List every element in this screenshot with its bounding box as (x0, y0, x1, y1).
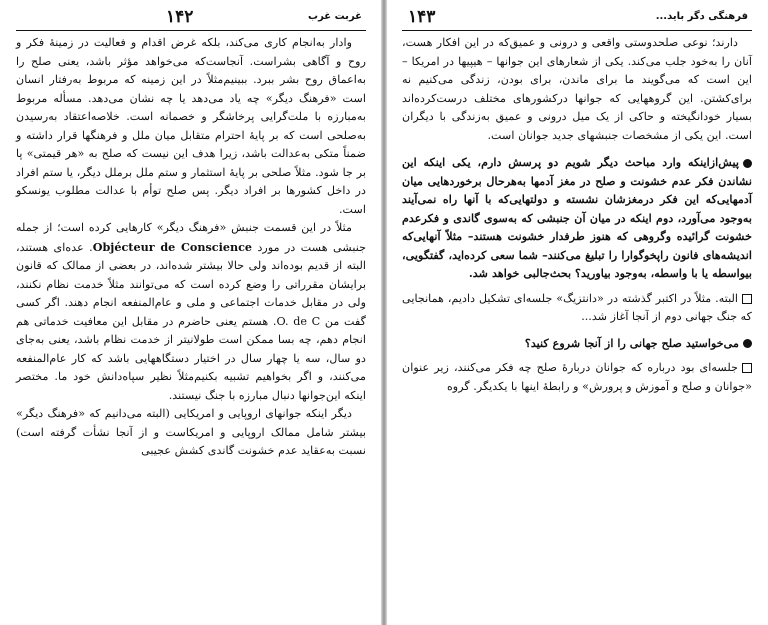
left-page-number: ۱۴۲ (166, 7, 194, 27)
question-text: پیش‌ازاینکه وارد مباحث دیگر شویم دو پرسش دارم، یکی اینکه این نشاندن فکر عدم خشونت و صلح در مغز آدمها به‌هرحال برخوردهایی میان آدمهایی‌که این فکر درمغزشان نشسته و دولتهایی‌که با آنها راه نمی‌آیند به‌وجود می‌آورد، دوم اینکه در میان آن جنبشی که به‌سوی گاندی و فکرعدم خشونت گرائیده وگروهی که هنوز طرفدار خشونت هستند– مثلاً آنهایی‌که اندیشه‌های فانون راپخوگوارا را تبلیغ می‌کنند– شما سعی کرده‌اید، گفتگویی، بیواسطه یا با واسطه، به‌وجود بیاورید؟ بحث‌جالبی خواهد شد. (402, 155, 752, 280)
right-running-title: فرهنگی دگر باید... (655, 11, 748, 22)
right-page (384, 0, 768, 625)
left-paragraph-1: وادار به‌انجام کاری می‌کند، بلکه غرض اقدام و فعالیت در زمینهٔ فکر و روح و آگاهی بشراست. آنجاست‌که می‌خواهد مؤثر باشد، یعنی صلح را به‌اعماق روح بشر ببرد. ببینیم‌مثلاً در این زمینه که مربوط به‌رفتار انسان است «فرهنگ دیگر» چه یاد می‌دهد یا چه نشان می‌دهد. مسأله مربوط به‌مبارزه با ملت‌گرایی پرخاشگر و خصمانه است. خلاصه‌اعتقاد به‌رسیدن به‌صلحی است که بر پایهٔ احترام متقابل میان ملل و فرهنگها قرار داشته و ضمناً متکی به‌عدالت باشد، زیرا هدف این نیست که صلح به «هر قیمتی» پا بر جا شود. مثلاً صلحی بر پایهٔ استثمار و ستم ملل برملل دیگر، یا ستم افراد در داخل کشورها بر افراد دیگر. پس صلح توأم با عدالت مطلوب یونسکو است. (16, 36, 366, 216)
right-page-body (402, 34, 752, 403)
left-paragraph-3: دیگر اینکه جوانهای اروپایی و امریکایی (البته می‌دانیم که «فرهنگ دیگر» بیشتر شامل ممالک اروپایی و امریکاست و از آنجا نشأت گرفته است) نسبت به‌عقاید عدم خشونت گاندی کشش عجیبی (16, 407, 366, 457)
interview-answer (402, 359, 752, 396)
right-intro-paragraph: دارند؛ نوعی صلحدوستی واقعی و درونی و عمیق‌که در این افکار هست، آنان را به‌خود جلب می‌کند. یکی از شعارهای این جوانها – هیپیها در امریکا – این است که می‌گویند ما برای ماندن، برای بودن، زندگی می‌کنیم نه برای‌کشتن. این گروههایی که جوانها درکشورهای مختلف درست‌کرده‌اند بسیار خودانگیخته و حاکی از یک میل درونی و عمیق به‌زندگی با دیگران است. این یکی از مشخصات جنبشهای جدید جوانان است. (402, 36, 752, 142)
question-bullet-icon (743, 159, 752, 168)
left-paragraph-2: مثلاً در این قسمت جنبش «فرهنگ دیگر» کارهایی کرده است؛ از جمله جنبشی هست در مورد Objécteur de Conscience. عده‌ای هستند، البته از قدیم بوده‌اند ولی حالا بیشتر شده‌اند، در بعضی از ممالک که قانون برایشان مقرراتی را وضع کرده است که می‌توانند مثلاً خدمت نظام نکنند، ولی در مقابل خدمات اجتماعی و ملی و عام‌المنفعه انجام دهند. اگر کسی گفت من O. de C. هستم یعنی حاضرم در مقابل این معافیت خدماتی هم انجام دهم، چه بسا ممکن است طولانیتر از خدمت نظام باشد، یعنی به‌جای دو سال، سه یا چهار سال در اختیار دستگاههایی باشد که کار عام‌المنفعه می‌کنند، و اگر بخواهیم تشبیه بکنیم‌مثلاً نظیر سپاه‌دانش خود ما. مختصر اینکه این‌جوانها دنبال مبارزه با جنگ نیستند. (16, 221, 367, 402)
interview-answer (402, 290, 752, 327)
answer-box-icon (742, 294, 752, 304)
right-page-header (402, 6, 752, 31)
left-page-header (16, 6, 366, 31)
answer-text: البته. مثلاً در اکتبر گذشته در «دانتزیگ» جلسه‌ای تشکیل دادیم، همانجایی که جنگ جهانی دوم از آنجا آغاز شد... (402, 291, 752, 323)
latin-term: Objécteur de Conscience (92, 239, 253, 254)
right-page-number: ۱۴۳ (408, 7, 436, 27)
interview-qa-list (402, 153, 752, 396)
question-text: می‌خواستید صلح جهانی را از آنجا شروع کنید؟ (524, 335, 739, 350)
answer-text: جلسه‌ای بود درباره که جوانان دربارهٔ صلح چه فکر می‌کنند، زیر عنوان «جوانان و صلح و آموزش و پرورش» و رابطهٔ اینها با یکدیگر. گروه‌ (402, 361, 752, 393)
question-bullet-icon (743, 339, 752, 348)
left-page-body (16, 34, 366, 461)
answer-box-icon (742, 363, 752, 373)
interview-question (402, 153, 752, 283)
interview-question (402, 334, 752, 353)
left-running-title: غربت غرب (308, 11, 362, 22)
